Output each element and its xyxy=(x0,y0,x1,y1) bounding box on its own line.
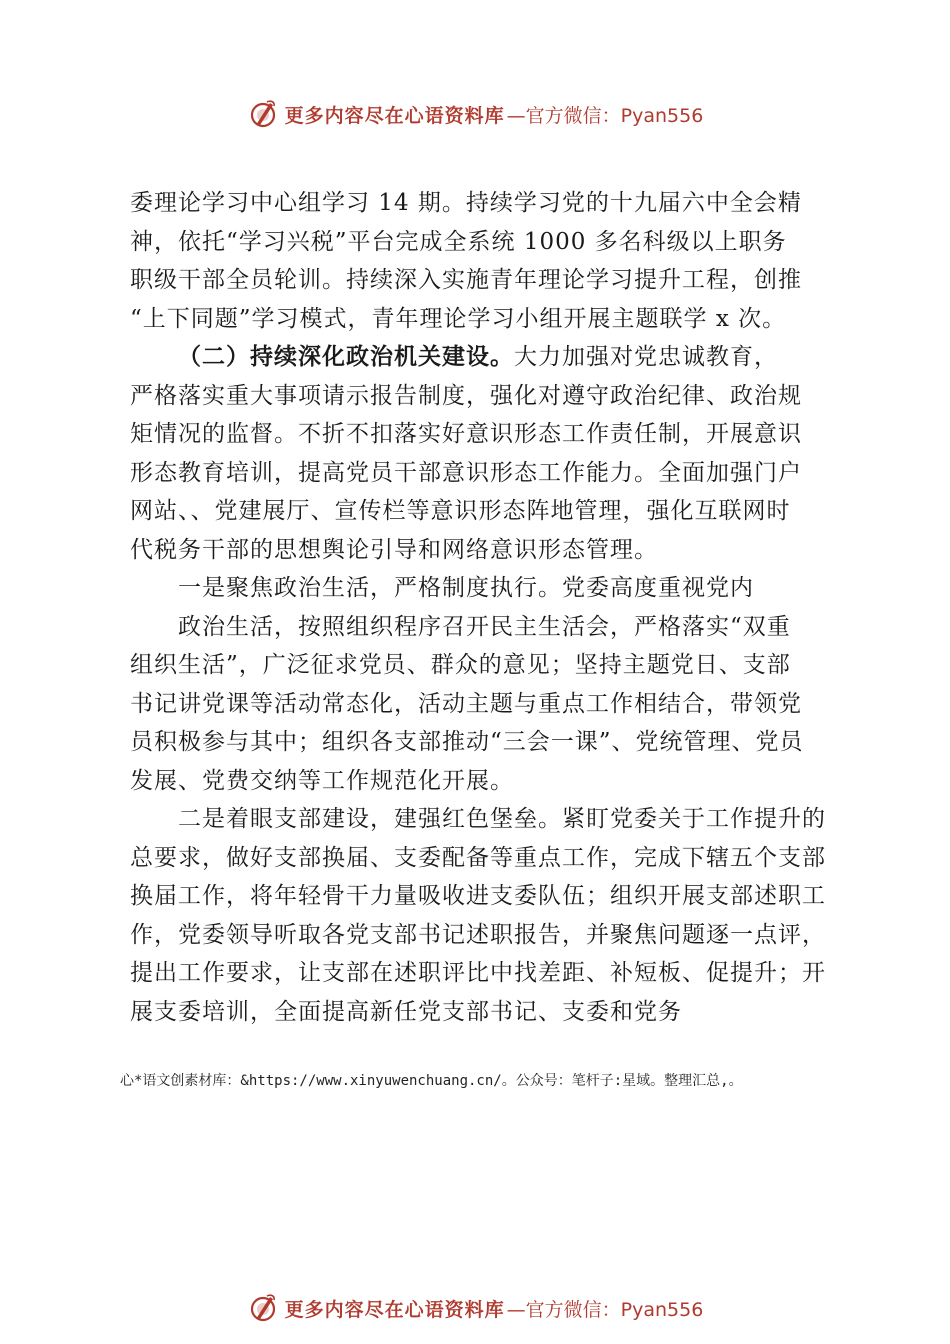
text-line: 政治生活，按照组织程序召开民主生活会，严格落实“双重 xyxy=(178,613,791,640)
text-line: 书记讲党课等活动常态化，活动主题与重点工作相结合，带领党 xyxy=(130,690,802,717)
header-banner xyxy=(0,94,950,134)
text-line: 形态教育培训，提高党员干部意识形态工作能力。全面加强门户 xyxy=(130,459,802,486)
text-line: 神，依托“学习兴税”平台完成全系统 1000 多名科级以上职务 xyxy=(130,228,787,255)
footer-brand-text: 更多内容尽在心语资料库 xyxy=(284,1298,505,1321)
source-note: 心*语文创素材库：&https://www.xinyuwenchuang.cn/。公众号：笔杆子:星域。整理汇总,。 xyxy=(120,1073,743,1089)
paragraph-3 xyxy=(130,569,846,800)
text-line: 展支委培训，全面提高新任党支部书记、支委和党务 xyxy=(130,998,682,1025)
text-run: 大力加强对党忠诚教育， xyxy=(514,344,778,370)
paragraph-1 xyxy=(130,184,846,338)
quill-pen-logo-icon xyxy=(247,1292,279,1324)
header-contact-text: —官方微信：Pyan556 xyxy=(506,104,704,127)
text-line: 发展、党费交纳等工作规范化开展。 xyxy=(130,767,514,794)
text-line: 矩情况的监督。不折不扣落实好意识形态工作责任制，开展意识 xyxy=(130,421,802,447)
text-line: 职级干部全员轮训。持续深入实施青年理论学习提升工程，创推 xyxy=(130,267,802,293)
footer-banner xyxy=(0,1288,950,1328)
text-line: 员积极参与其中；组织各支部推动“三会一课”、党统管理、党员 xyxy=(130,729,804,755)
header-brand-text: 更多内容尽在心语资料库 xyxy=(284,104,505,127)
text-line: 组织生活”，广泛征求党员、群众的意见；坚持主题党日、支部 xyxy=(130,652,791,678)
footer-contact-text: —官方微信：Pyan556 xyxy=(506,1298,704,1321)
paragraph-2 xyxy=(130,338,846,569)
text-line: 提出工作要求，让支部在述职评比中找差距、补短板、促提升；开 xyxy=(130,960,826,986)
text-line: 作，党委领导听取各党支部书记述职报告，并聚焦问题逐一点评， xyxy=(130,921,826,948)
text-line: 二是着眼支部建设，建强红色堡垒。紧盯党委关于工作提升的 xyxy=(178,806,826,832)
text-line: 一是聚焦政治生活，严格制度执行。党委高度重视党内 xyxy=(178,575,754,601)
paragraph-4 xyxy=(130,800,846,1031)
text-line: 网站、、党建展厅、宣传栏等意识形态阵地管理，强化互联网时 xyxy=(130,498,791,524)
quill-pen-logo-icon xyxy=(247,98,279,130)
text-line: 换届工作，将年轻骨干力量吸收进支委队伍；组织开展支部述职工 xyxy=(130,883,826,909)
text-line: “上下同题”学习模式，青年理论学习小组开展主题联学 x 次。 xyxy=(130,305,787,332)
text-line xyxy=(130,338,846,377)
text-line: 委理论学习中心组学习 14 期。持续学习党的十九届六中全会精 xyxy=(130,190,802,216)
section-heading: （二）持续深化政治机关建设。 xyxy=(178,343,514,370)
text-line: 总要求，做好支部换届、支委配备等重点工作，完成下辖五个支部 xyxy=(130,844,826,871)
text-line: 严格落实重大事项请示报告制度，强化对遵守政治纪律、政治规 xyxy=(130,382,802,409)
text-line: 代税务干部的思想舆论引导和网络意识形态管理。 xyxy=(130,536,658,563)
document-body xyxy=(130,184,846,1031)
